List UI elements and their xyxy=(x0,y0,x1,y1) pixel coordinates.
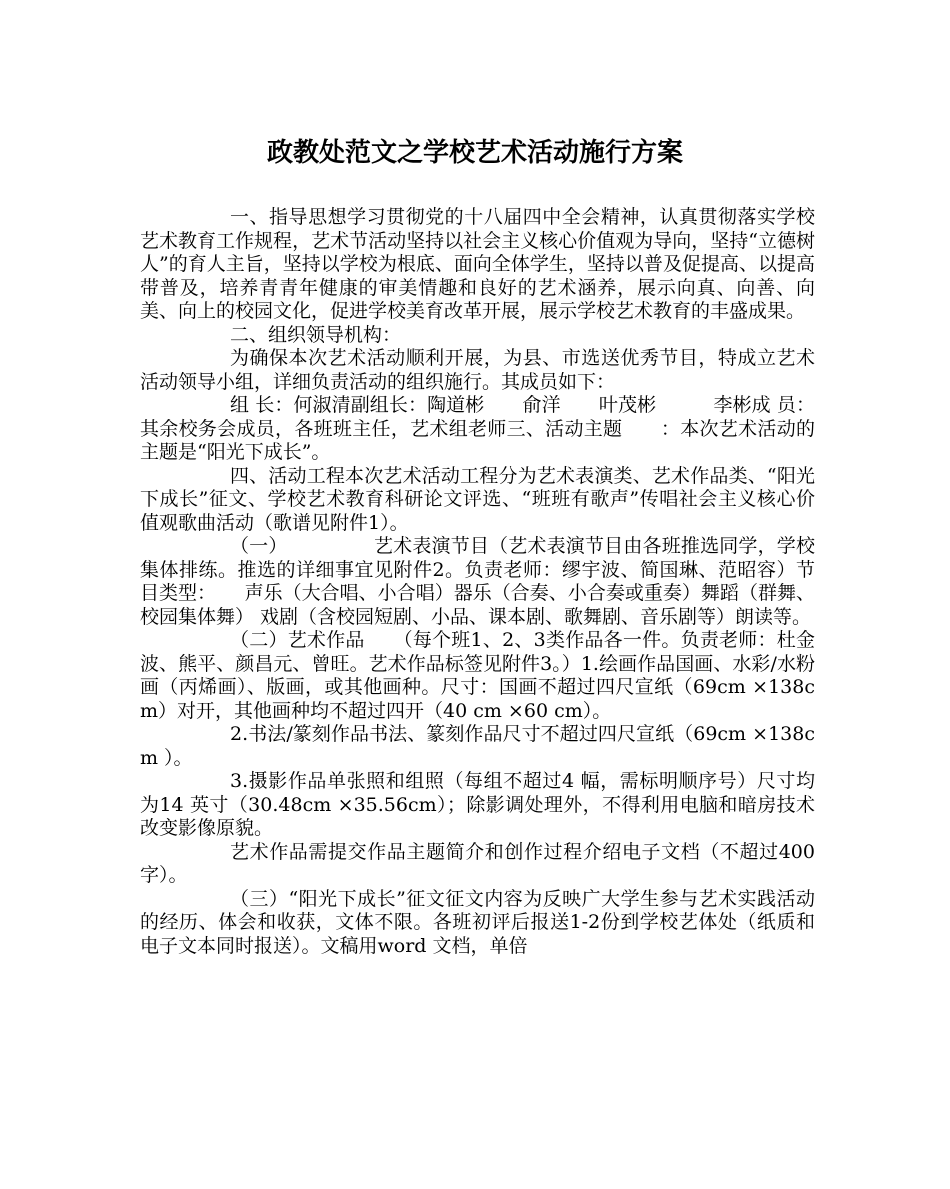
paragraph-guiding-ideology: 一、指导思想学习贯彻党的十八届四中全会精神，认真贯彻落实学校艺术教育工作规程，艺术节活动坚持以社会主义核心价值观为导向，坚持“立德树人”的育人主旨，坚持以学校为根底、面向全体学生，坚持以普及促提高、以提高带普及，培养青青年健康的审美情趣和良好的艺术涵养，展示向真、向善、向美、向上的校园文化，促进学校美育改革开展，展示学校艺术教育的丰盛成果。 xyxy=(140,206,815,322)
paragraph-organization-heading: 二、组织领导机构： xyxy=(230,323,402,346)
paragraph-organization-intro: 为确保本次艺术活动顺利开展，为县、市选送优秀节目，特成立艺术活动领导小组，详细负责活动的组织施行。其成员如下： xyxy=(140,347,815,393)
paragraph-artwork-submission: 艺术作品需提交作品主题简介和创作过程介绍电子文档（不超过400字）。 xyxy=(140,840,815,886)
paragraph-calligraphy: 2.书法/篆刻作品书法、篆刻作品尺寸不超过四尺宣纸（69cm ×138cm ）。 xyxy=(140,723,815,769)
paragraph-members: 组 长：何淑清副组长：陶道彬 俞洋 叶茂彬 李彬成 员：其余校务会成员，各班班主任，艺术组老师三、活动主题 ：本次艺术活动的主题是“阳光下成长”。 xyxy=(140,394,815,463)
paragraph-essay: （三）“阳光下成长”征文征文内容为反映广大学生参与艺术实践活动的经历、体会和收获，文体不限。各班初评后报送1-2份到学校艺体处（纸质和电子文本同时报送）。文稿用word 文档，单倍 xyxy=(140,887,815,957)
paragraph-activity-items: 四、活动工程本次艺术活动工程分为艺术表演类、艺术作品类、“阳光下成长”征文、学校艺术教育科研论文评选、“班班有歌声”传唱社会主义核心价值观歌曲活动（歌谱见附件1）。 xyxy=(140,464,815,534)
document-body xyxy=(140,206,815,958)
paragraph-photography: 3.摄影作品单张照和组照（每组不超过4 幅，需标明顺序号）尺寸均为14 英寸（30.48cm ×35.56cm）；除影调处理外，不得利用电脑和暗房技术改变影像原貌。 xyxy=(140,770,815,839)
paragraph-artworks: （二）艺术作品 （每个班1、2、3类作品各一件。负责老师：杜金波、熊平、颜昌元、曾旺。艺术作品标签见附件3。）1.绘画作品国画、水彩/水粉画（丙烯画）、版画，或其他画种。尺寸：国画不超过四尺宣纸（69cm ×138cm）对开，其他画种均不超过四开（40 cm ×60 cm）。 xyxy=(140,629,815,722)
document-title: 政教处范文之学校艺术活动施行方案 xyxy=(266,138,683,168)
paragraph-performance: （一） 艺术表演节目（艺术表演节目由各班推选同学，学校集体排练。推选的详细事宜见附件2。负责老师：缪宇波、简国琳、范昭容）节目类型： 声乐（大合唱、小合唱）器乐（合奏、小合奏或重奏）舞蹈（群舞、校园集体舞） 戏剧（含校园短剧、小品、课本剧、歌舞剧、音乐剧等）朗读等。 xyxy=(140,535,815,628)
